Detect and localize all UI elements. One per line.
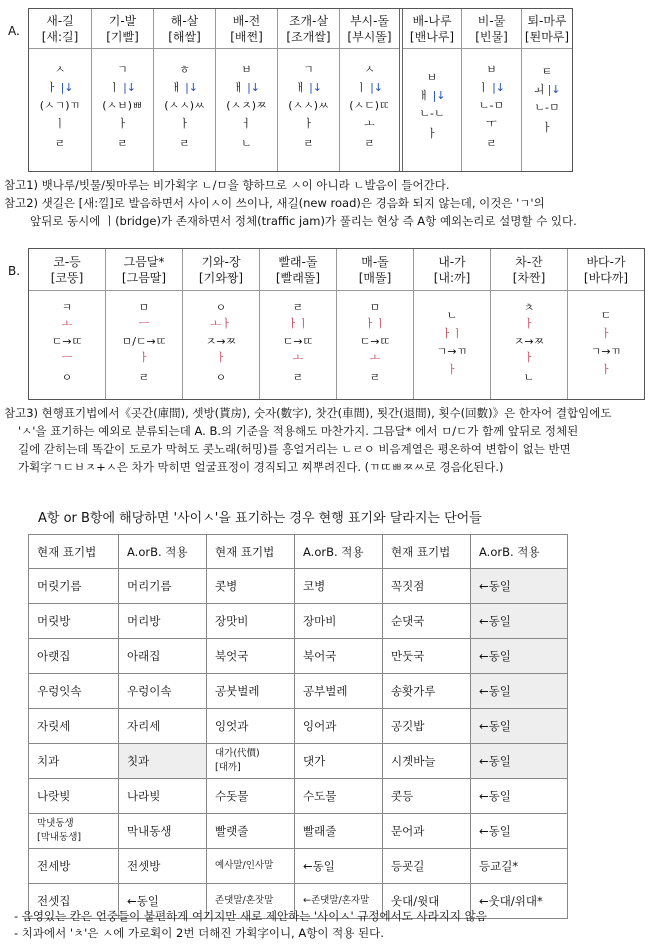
a-col: [277, 9, 339, 171]
cell: 막내동생: [119, 814, 207, 849]
a-line: ㄴ-ㅁ: [534, 101, 560, 114]
cell: ←존댓말/혼자말: [295, 884, 383, 919]
b-line: ㄹ: [292, 371, 304, 384]
a-word: 비-물: [477, 13, 506, 28]
a-word: 새-길: [46, 13, 74, 28]
note-2: 참고2) 샛길은 [새:낄]로 발음하면서 사이ㅅ이 쓰이나, 새길(new road)은 경음화 되지 않는데, 이것은 'ㄱ'의: [4, 196, 545, 210]
b-line: ㅇ: [215, 301, 227, 314]
b-line: ㅗ: [61, 317, 73, 330]
a-line: ㅅ: [364, 63, 375, 76]
a-line: ㅓ: [241, 117, 252, 130]
cell: ←동일: [471, 639, 568, 674]
cell: 댓가: [295, 744, 383, 779]
a-line: ㅂ: [241, 63, 252, 76]
b-line: ㅁ: [138, 301, 150, 314]
b-col: [336, 249, 413, 399]
a-col: [29, 9, 91, 171]
a-pron: [퇸마루]: [524, 29, 570, 44]
a-col: [461, 9, 521, 171]
a-line: (ㅅㅅ)ㅆ: [164, 99, 205, 112]
cell: 전셋집: [29, 884, 119, 919]
cell: 칫과: [119, 744, 207, 779]
b-word: 바다-가: [586, 254, 626, 269]
b-line: ㄹ: [138, 371, 150, 384]
cell: 머릿기름: [29, 569, 119, 604]
a-line: ㅏ: [46, 81, 58, 94]
a-arrow: |↓: [370, 81, 384, 94]
cell: ←동일: [471, 569, 568, 604]
cell: 웃대/윗대: [383, 884, 471, 919]
b-pron: [바다까]: [583, 270, 629, 285]
a-line: ㅚ: [533, 83, 545, 96]
a-line: ㅌ: [541, 65, 553, 78]
table-row: [29, 744, 568, 779]
b-pron: [차짠]: [512, 270, 546, 285]
a-pron: [빈물]: [475, 29, 508, 44]
b-line: ㅏ: [138, 351, 150, 364]
table-row: [29, 709, 568, 744]
a-line: ㅏ: [303, 117, 314, 130]
footnote-2: - 치과에서 'ㅊ'은 ㅅ에 가로획이 2번 더해진 가획字이니, A항이 적용 된다.: [14, 926, 384, 940]
a-pron: [밴나루]: [409, 29, 455, 44]
cell: 나라빚: [119, 779, 207, 814]
a-word: 배-전: [232, 13, 261, 28]
section-b-label: B.: [8, 264, 21, 278]
cell: 존댓말/혼잣말: [207, 884, 295, 919]
a-line: ㅣ: [477, 81, 489, 94]
a-line: ㄹ: [117, 137, 128, 150]
cell: ←동일: [119, 884, 207, 919]
cell: 예사말/인사말: [207, 849, 295, 884]
b-col: [413, 249, 490, 399]
cell: 전세방: [29, 849, 119, 884]
b-line: ㄷ: [600, 309, 612, 322]
cell: 우렁잇속: [29, 674, 119, 709]
b-line: ㅏㅣ: [364, 317, 386, 330]
a-word: 기-발: [108, 13, 137, 28]
a-arrow: |↓: [492, 81, 506, 94]
a-line: ㅐ: [294, 81, 306, 94]
a-line: ㅐ: [232, 81, 244, 94]
cell: ←동일: [471, 779, 568, 814]
cell: 수도물: [295, 779, 383, 814]
table-row: [29, 639, 568, 674]
cell: 북엇국: [207, 639, 295, 674]
a-col: [521, 9, 572, 171]
table-row: [29, 849, 568, 884]
cell: ←동일: [295, 849, 383, 884]
a-arrow: |↓: [60, 81, 74, 94]
cell: 전셋방: [119, 849, 207, 884]
cell: ←동일: [471, 814, 568, 849]
b-line: ㅇ: [215, 371, 227, 384]
cell: 나랏빚: [29, 779, 119, 814]
th: A.orB. 적용: [471, 535, 568, 569]
a-line: (ㅅㅂ)ㅃ: [102, 99, 143, 112]
cell: 자리세: [119, 709, 207, 744]
a-line: (ㅅㄱ)ㄲ: [39, 99, 81, 112]
cell: 공붓벌레: [207, 674, 295, 709]
a-arrow: |↓: [185, 81, 199, 94]
th: 현재 표기법: [29, 535, 119, 569]
b-line: ㄴ: [523, 371, 535, 384]
b-line: ㄱ→ㄲ: [436, 345, 468, 358]
a-word: 해-살: [170, 13, 199, 28]
cell: 송홧가루: [383, 674, 471, 709]
th: A.orB. 적용: [119, 535, 207, 569]
word-table: [28, 534, 568, 919]
cell: 공부벌레: [295, 674, 383, 709]
b-line: ㅗ: [369, 351, 381, 364]
b-line: ㅏ: [600, 327, 612, 340]
b-line: ㅗ: [292, 351, 304, 364]
b-line: ㅡ: [61, 351, 73, 364]
b-line: ㄷ→ㄸ: [282, 335, 314, 348]
b-col: [490, 249, 567, 399]
cell: 대가(代價) [대까]: [207, 744, 295, 779]
a-arrow: |↓: [247, 81, 261, 94]
a-col: [91, 9, 153, 171]
cell: 머리방: [119, 604, 207, 639]
b-line: ㄹ: [292, 301, 304, 314]
cell: 빨랫줄: [207, 814, 295, 849]
a-col: [339, 9, 399, 171]
a-pron: [해쌀]: [168, 29, 201, 44]
section-b-table: [28, 248, 645, 400]
th: 현재 표기법: [383, 535, 471, 569]
b-pron: [그믐딸]: [121, 270, 167, 285]
a-line: ㅏ: [541, 121, 553, 134]
note-3-line3: 길에 갇히는데 똑같이 도로가 막혀도 콧노래(허밍)를 흥얼거리는 ㄴㄹㅇ 비음계열은 평온하여 변함이 없는 반면: [18, 442, 571, 456]
b-pron: [기와짱]: [198, 270, 244, 285]
a-pron: [기빨]: [106, 29, 139, 44]
a-pron: [부시똘]: [347, 29, 392, 44]
cell: 시곗바늘: [383, 744, 471, 779]
b-word: 코-등: [53, 254, 81, 269]
b-col: [567, 249, 644, 399]
b-word: 그믐달*: [123, 254, 165, 269]
cell: 빨래줄: [295, 814, 383, 849]
a-arrow: |↓: [432, 89, 446, 102]
cell: 머리기름: [119, 569, 207, 604]
a-line: ㅐ: [418, 89, 430, 102]
cell: 아래집: [119, 639, 207, 674]
cell: ←동일: [471, 604, 568, 639]
cell: 콧등: [383, 779, 471, 814]
b-line: ㅏ: [600, 363, 612, 376]
cell: ←동일: [471, 709, 568, 744]
a-line: ㄹ: [303, 137, 314, 150]
b-pron: [매똘]: [358, 270, 392, 285]
cell: 코병: [295, 569, 383, 604]
cell: 등교길*: [471, 849, 568, 884]
a-line: (ㅅㅅ)ㅆ: [288, 99, 329, 112]
a-line: ㅎ: [179, 63, 190, 76]
b-line: ㅁ/ㄷ→ㄸ: [121, 335, 167, 348]
a-col: [215, 9, 277, 171]
b-word: 빨래-돌: [278, 254, 318, 269]
a-line: ㅗ: [364, 117, 375, 130]
b-line: ㅏㅣ: [287, 317, 309, 330]
b-line: ㅏ: [523, 351, 535, 364]
b-line: ㅏㅣ: [441, 327, 463, 340]
note-3-line4: 가획字ㄱㄷㅂㅈ+ㅅ은 차가 막히면 얼굴표정이 경직되고 찌뿌려진다. (ㄲㄸㅃㅉㅆ로 경음化된다.): [18, 460, 504, 474]
b-col: [259, 249, 336, 399]
a-line: ㄹ: [54, 137, 66, 150]
cell: 등굣길: [383, 849, 471, 884]
b-line: ㅈ→ㅉ: [205, 335, 237, 348]
cell: 북어국: [295, 639, 383, 674]
b-pron: [코뚱]: [50, 270, 84, 285]
a-line: ㄱ: [303, 63, 314, 76]
cell: 수돗물: [207, 779, 295, 814]
b-line: ㄷ→ㄸ: [51, 335, 83, 348]
cell: 꼭짓점: [383, 569, 471, 604]
a-line: ㄹ: [179, 137, 190, 150]
a-line: (ㅅㅈ)ㅉ: [226, 99, 267, 112]
a-line: ㅂ: [486, 63, 497, 76]
cell: ←동일: [471, 744, 568, 779]
table-subtitle: A항 or B항에 해당하면 '사이ㅅ'을 표기하는 경우 현행 표기와 달라지는 단어들: [38, 511, 482, 526]
table-header-row: [29, 535, 568, 569]
a-line: ㅂ: [426, 71, 438, 84]
b-pron: [빨래똘]: [275, 270, 321, 285]
table-row: [29, 814, 568, 849]
b-line: ㄹ: [369, 371, 381, 384]
a-line: ㅏ: [117, 117, 128, 130]
a-line: ㄴ: [241, 137, 252, 150]
b-line: ㅇ: [61, 371, 73, 384]
cell: 잉엇과: [207, 709, 295, 744]
table-row: [29, 779, 568, 814]
cell: 치과: [29, 744, 119, 779]
a-line: ㅏ: [426, 127, 438, 140]
a-line: ㄴ-ㄴ: [419, 107, 445, 120]
b-line: ㄱ→ㄲ: [590, 345, 622, 358]
cell: ←웃대/위대*: [471, 884, 568, 919]
a-pron: [배쩐]: [230, 29, 263, 44]
b-line: ㄴ: [446, 309, 458, 322]
cell: 순댓국: [383, 604, 471, 639]
note-3-line2: 'ㅅ'을 표기하는 예외로 분류되는데 A. B.의 기준을 적용해도 마찬가지. 그믐달* 에서 ㅁ/ㄷ가 함께 앞뒤로 정체된: [18, 424, 579, 438]
table-row: [29, 569, 568, 604]
note-3: 참고3) 현행표기법에서《곳간(庫間), 셋방(貰房), 숫자(數字), 찻간(車間), 툇간(退間), 횟수(回數)》은 한자어 결합임에도: [4, 406, 612, 420]
cell: 우렁이속: [119, 674, 207, 709]
a-col: [399, 9, 461, 171]
notes-block: [4, 176, 577, 230]
a-line: ㅣ: [108, 81, 120, 94]
a-arrow: |↓: [547, 83, 561, 96]
cell: 문어과: [383, 814, 471, 849]
b-line: ㄷ→ㄸ: [359, 335, 391, 348]
a-line: ㅅ: [54, 63, 66, 76]
b-line: ㅡ: [138, 317, 150, 330]
b-line: ㅗㅏ: [210, 317, 232, 330]
footnote-1: - 음영있는 칸은 언중들이 불편하게 여기지만 새로 제안하는 '사이ㅅ' 규정에서도 사라지지 않음: [14, 909, 487, 923]
a-word: 조개-살: [288, 13, 329, 28]
b-word: 기와-장: [201, 254, 241, 269]
b-word: 매-돌: [361, 254, 389, 269]
a-line: ㄹ: [486, 137, 497, 150]
b-col: [182, 249, 259, 399]
cell: 공깃밥: [383, 709, 471, 744]
footnotes: [14, 908, 487, 942]
cell: 자릿세: [29, 709, 119, 744]
cell: 장맛비: [207, 604, 295, 639]
table-row: [29, 674, 568, 709]
a-line: ㄴ-ㅁ: [478, 99, 505, 112]
cell: 아랫집: [29, 639, 119, 674]
a-word: 퇴-마루: [527, 13, 567, 28]
a-pron: [새:길]: [41, 29, 79, 44]
a-word: 부시-돌: [349, 13, 390, 28]
b-line: ㅊ: [523, 301, 535, 314]
section-a-table: [28, 8, 573, 172]
a-word: 배-나루: [412, 13, 452, 28]
cell: 장마비: [295, 604, 383, 639]
b-col: [29, 249, 105, 399]
a-line: ㄹ: [364, 137, 375, 150]
a-line: ㄱ: [117, 63, 128, 76]
note-2-cont: 앞뒤로 동시에 ㅣ(bridge)가 존재하면서 정체(traffic jam)가 풀리는 현상 즉 A항 예외논리로 설명할 수 있다.: [30, 214, 577, 228]
a-line: (ㅅㄷ)ㄸ: [349, 99, 390, 112]
cell: 만둣국: [383, 639, 471, 674]
note-1: 참고1) 뱃나루/빗물/툇마루는 비가획字 ㄴ/ㅁ을 향하므로 ㅅ이 아니라 ㄴ발음이 들어간다.: [4, 178, 450, 192]
table-row: [29, 604, 568, 639]
cell: 잉어과: [295, 709, 383, 744]
a-line: ㅜ: [486, 117, 497, 130]
b-line: ㅈ→ㅉ: [513, 335, 545, 348]
a-arrow: |↓: [309, 81, 323, 94]
a-line: ㅐ: [170, 81, 182, 94]
section-a-label: A.: [8, 24, 20, 38]
th: A.orB. 적용: [295, 535, 383, 569]
b-line: ㅏ: [215, 351, 227, 364]
b-pron: [내:까]: [433, 270, 471, 285]
note3-block: [4, 404, 611, 476]
b-word: 차-잔: [515, 254, 543, 269]
cell: 막냇동생 [막내동생]: [29, 814, 119, 849]
a-col: [153, 9, 215, 171]
a-line: ㅣ: [355, 81, 367, 94]
th: 현재 표기법: [207, 535, 295, 569]
b-line: ㅏ: [446, 363, 458, 376]
b-word: 내-가: [438, 254, 466, 269]
cell: 머릿방: [29, 604, 119, 639]
b-col: [105, 249, 182, 399]
a-line: ㅣ: [54, 117, 66, 130]
b-line: ㅋ: [61, 301, 73, 314]
cell: ←동일: [471, 674, 568, 709]
b-line: ㅏ: [523, 317, 535, 330]
a-pron: [조개쌀]: [286, 29, 331, 44]
b-line: ㅁ: [369, 301, 381, 314]
a-arrow: |↓: [123, 81, 137, 94]
a-line: ㅏ: [179, 117, 190, 130]
cell: 콧병: [207, 569, 295, 604]
